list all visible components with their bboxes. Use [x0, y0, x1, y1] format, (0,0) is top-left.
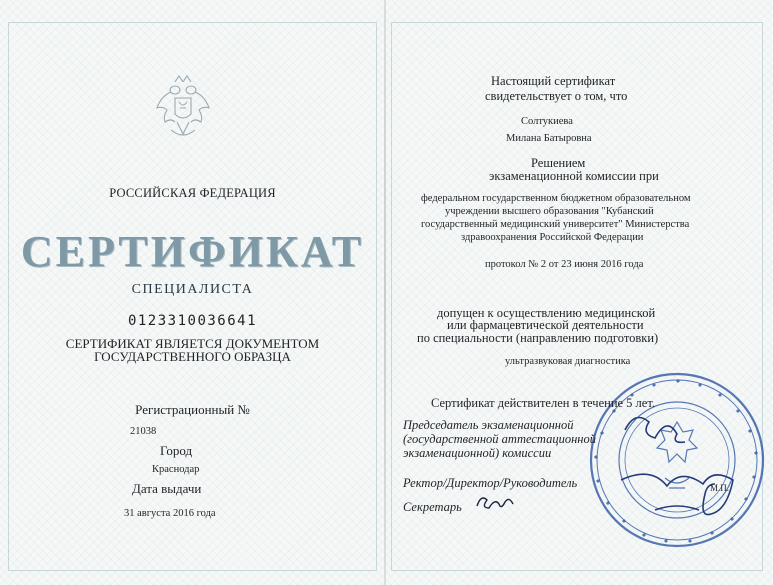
issue-date-label: Дата выдачи — [132, 481, 202, 496]
org-line-1: федеральном государственном бюджетном образовательном — [421, 193, 691, 204]
reg-number-label: Регистрационный № — [135, 402, 250, 417]
admit-line-3: по специальности (направлению подготовки) — [417, 331, 659, 345]
secretary-signature-icon — [473, 490, 517, 516]
org-line-2: учреждении высшего образования "Кубанский — [445, 206, 654, 217]
holder-surname: Солтукиева — [521, 116, 573, 127]
protocol-line: протокол № 2 от 23 июня 2016 года — [485, 259, 644, 270]
specialty-value: ультразвуковая диагностика — [505, 356, 631, 367]
rector-label: Ректор/Директор/Руководитель — [403, 476, 578, 490]
chair-line-3: экзаменационной) комиссии — [403, 446, 552, 460]
state-line-1: СЕРТИФИКАТ ЯВЛЯЕТСЯ ДОКУМЕНТОМ — [65, 336, 320, 351]
holder-name: Милана Батыровна — [506, 133, 592, 144]
certificate-title: СЕРТИФИКАТ — [20, 227, 365, 276]
decision-line-1: Решением — [531, 156, 586, 170]
certificate-subtitle: СПЕЦИАЛИСТА — [131, 282, 254, 297]
intro-line-2: свидетельствует о том, что — [485, 89, 628, 103]
coat-of-arms-icon — [153, 72, 213, 138]
stamp-place-label: М.П. — [710, 483, 730, 493]
state-line-2: ГОСУДАРСТВЕННОГО ОБРАЗЦА — [94, 349, 291, 364]
org-line-3: государственный медицинский университет" Министерства — [421, 219, 690, 230]
admit-line-1: допущен к осуществлению медицинской — [437, 306, 656, 320]
country-label: РОССИЙСКАЯ ФЕДЕРАЦИЯ — [109, 186, 276, 200]
certificate-number: 0123310036641 — [127, 313, 258, 329]
org-line-4: здравоохранения Российской Федерации — [461, 232, 644, 243]
chair-line-1: Председатель экзаменационной — [403, 418, 574, 432]
city-value: Краснодар — [152, 464, 200, 475]
chair-line-2: (государственной аттестационной — [403, 432, 596, 446]
validity-line: Сертификат действителен в течение 5 лет. — [431, 396, 655, 410]
decision-line-2: экзаменационной комиссии при — [489, 169, 659, 183]
issue-date-value: 31 августа 2016 года — [124, 508, 216, 519]
round-seal-icon — [565, 360, 773, 565]
right-page — [385, 0, 773, 585]
left-page — [0, 0, 385, 585]
intro-line-1: Настоящий сертификат — [491, 74, 616, 88]
reg-number-value: 21038 — [130, 426, 157, 437]
admit-line-2: или фармацевтической деятельности — [447, 318, 644, 332]
city-label: Город — [160, 443, 193, 458]
secretary-label: Секретарь — [403, 500, 462, 514]
